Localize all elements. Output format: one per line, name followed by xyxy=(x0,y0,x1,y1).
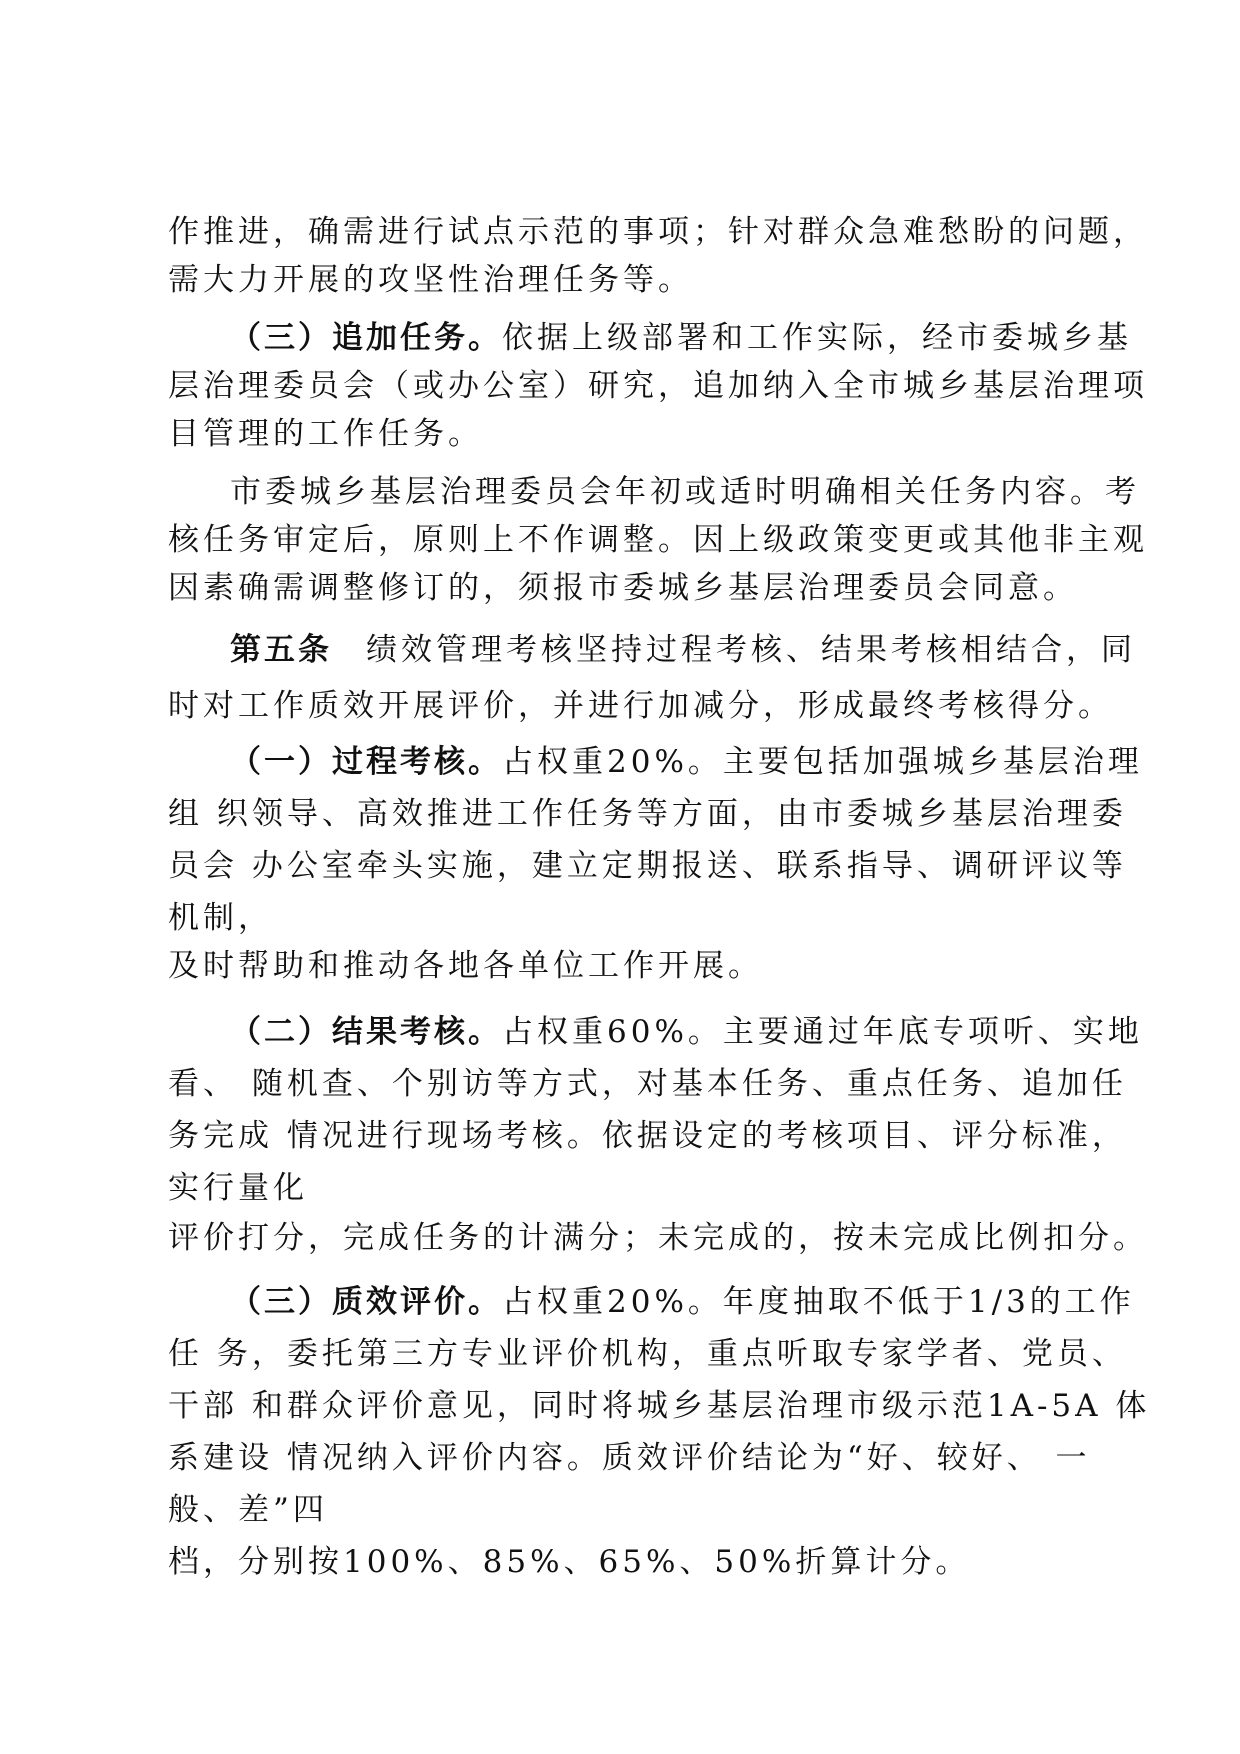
text-line: 需大力开展的攻坚性治理任务等。 xyxy=(168,262,693,298)
text-line: 机制， xyxy=(168,900,273,936)
text-line: 及时帮助和推动各地各单位工作开展。 xyxy=(168,948,763,984)
paragraph-line xyxy=(230,630,1136,670)
text-line: 核任务审定后，原则上不作调整。因上级政策变更或其他非主观 xyxy=(168,522,1148,558)
text-line: 组 织领导、高效推进工作任务等方面，由市委城乡基层治理委 xyxy=(168,796,1127,832)
text-line: 时对工作质效开展评价，并进行加减分，形成最终考核得分。 xyxy=(168,688,1113,724)
text-run: 占权重20%。主要包括加强城乡基层治理 xyxy=(502,744,1143,780)
text-line: 务完成 情况进行现场考核。依据设定的考核项目、评分标准， xyxy=(168,1118,1127,1154)
text-line: 实行量化 xyxy=(168,1170,308,1206)
section-heading: （二）结果考核。 xyxy=(230,1014,502,1050)
text-line: 因素确需调整修订的，须报市委城乡基层治理委员会同意。 xyxy=(168,570,1078,606)
text-line: 员会 办公室牵头实施，建立定期报送、联系指导、调研评议等 xyxy=(168,848,1127,884)
text-line: 系建设 情况纳入评价内容。质效评价结论为“好、较好、 一 xyxy=(168,1440,1091,1476)
section-heading: （三）质效评价。 xyxy=(230,1284,502,1320)
text-line: 目管理的工作任务。 xyxy=(168,416,483,452)
text-line: 任 务，委托第三方专业评价机构，重点听取专家学者、党员、 xyxy=(168,1336,1127,1372)
paragraph-line xyxy=(230,742,1143,782)
text-line: 档，分别按100%、85%、65%、50%折算计分。 xyxy=(168,1544,971,1580)
section-heading: （三）追加任务。 xyxy=(230,320,502,356)
text-run: 依据上级部署和工作实际，经市委城乡基 xyxy=(502,320,1132,356)
text-run: 占权重20%。年度抽取不低于1/3的工作 xyxy=(502,1284,1135,1320)
text-line: 般、差”四 xyxy=(168,1492,328,1528)
text-line: 评价打分，完成任务的计满分；未完成的，按未完成比例扣分。 xyxy=(168,1220,1148,1256)
text-run: 占权重60%。主要通过年底专项听、实地 xyxy=(502,1014,1143,1050)
text-line: 看、 随机查、个别访等方式，对基本任务、重点任务、追加任 xyxy=(168,1066,1127,1102)
article-heading: 第五条 xyxy=(230,632,332,668)
text-line: 市委城乡基层治理委员会年初或适时明确相关任务内容。考 xyxy=(230,474,1140,510)
text-line: 作推进，确需进行试点示范的事项；针对群众急难愁盼的问题， xyxy=(168,214,1148,250)
section-heading: （一）过程考核。 xyxy=(230,744,502,780)
text-line: 层治理委员会（或办公室）研究，追加纳入全市城乡基层治理项 xyxy=(168,368,1148,404)
text-run: 绩效管理考核坚持过程考核、结果考核相结合，同 xyxy=(366,632,1136,668)
paragraph-line xyxy=(230,1012,1143,1052)
paragraph-line xyxy=(230,1282,1135,1322)
text-line: 干部 和群众评价意见，同时将城乡基层治理市级示范1A-5A 体 xyxy=(168,1388,1151,1424)
paragraph-line xyxy=(230,318,1132,358)
